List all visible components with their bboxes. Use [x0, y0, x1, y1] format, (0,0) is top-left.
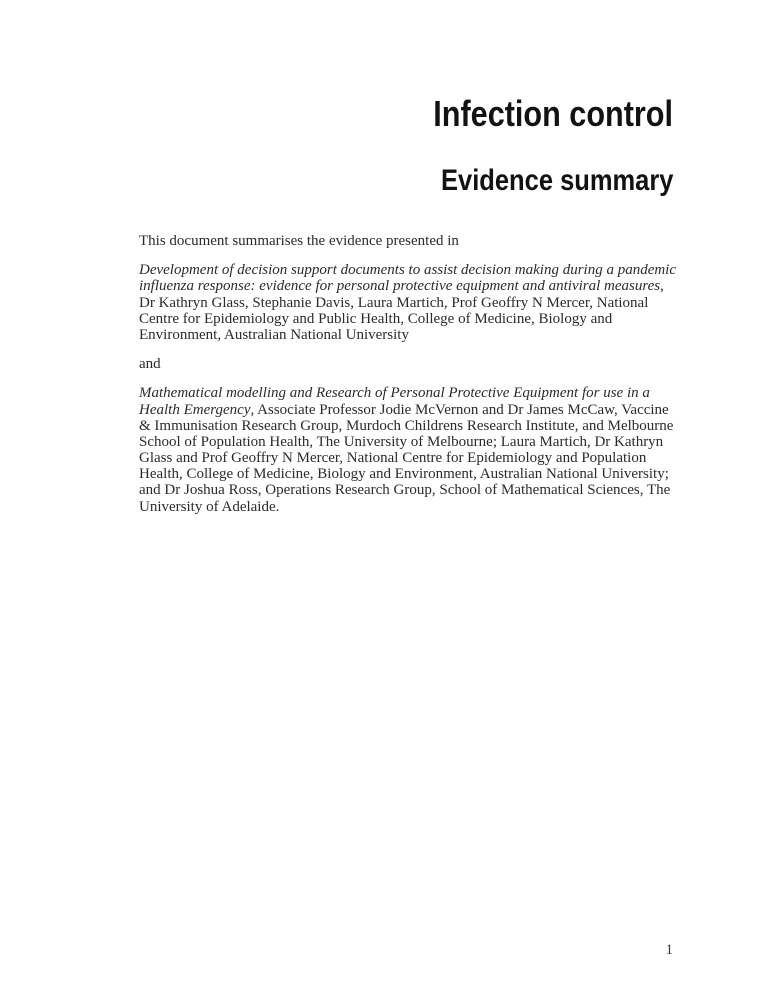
text-line: School of Population Health, The University of Melbourne; Laura Martich, Dr Kathryn [139, 433, 664, 450]
text-line: Centre for Epidemiology and Public Health, College of Medicine, Biology and [139, 310, 613, 327]
document-title: Infection control [433, 93, 673, 134]
paragraph [139, 233, 684, 249]
text-line: influenza response: evidence for personal protective equipment and antiviral measures, [139, 278, 664, 295]
text-line: Dr Kathryn Glass, Stephanie Davis, Laura Martich, Prof Geoffry N Mercer, National [139, 294, 649, 311]
text-line: Mathematical modelling and Research of Personal Protective Equipment for use in a [139, 385, 650, 402]
document-subtitle: Evidence summary [440, 164, 673, 197]
text-line: This document summarises the evidence presented in [139, 233, 459, 249]
text-line: & Immunisation Research Group, Murdoch Childrens Research Institute, and Melbourne [139, 417, 674, 434]
text-line: Environment, Australian National University [139, 326, 409, 343]
text-line: University of Adelaide. [139, 498, 280, 515]
text-line: Glass and Prof Geoffry N Mercer, National Centre for Epidemiology and Population [139, 450, 647, 467]
body-text [139, 233, 684, 515]
text-line: Development of decision support documents to assist decision making during a pandemic [139, 262, 677, 279]
paragraph [139, 356, 684, 372]
text-line: and [139, 356, 161, 373]
page-number: 1 [665, 942, 673, 958]
paragraph [139, 262, 684, 343]
paragraph [139, 385, 684, 515]
text-line: Health, College of Medicine, Biology and Environment, Australian National University; [139, 466, 669, 483]
text-line: Health Emergency, Associate Professor Jodie McVernon and Dr James McCaw, Vaccine [139, 401, 669, 418]
text-line: and Dr Joshua Ross, Operations Research Group, School of Mathematical Sciences, The [139, 482, 671, 499]
